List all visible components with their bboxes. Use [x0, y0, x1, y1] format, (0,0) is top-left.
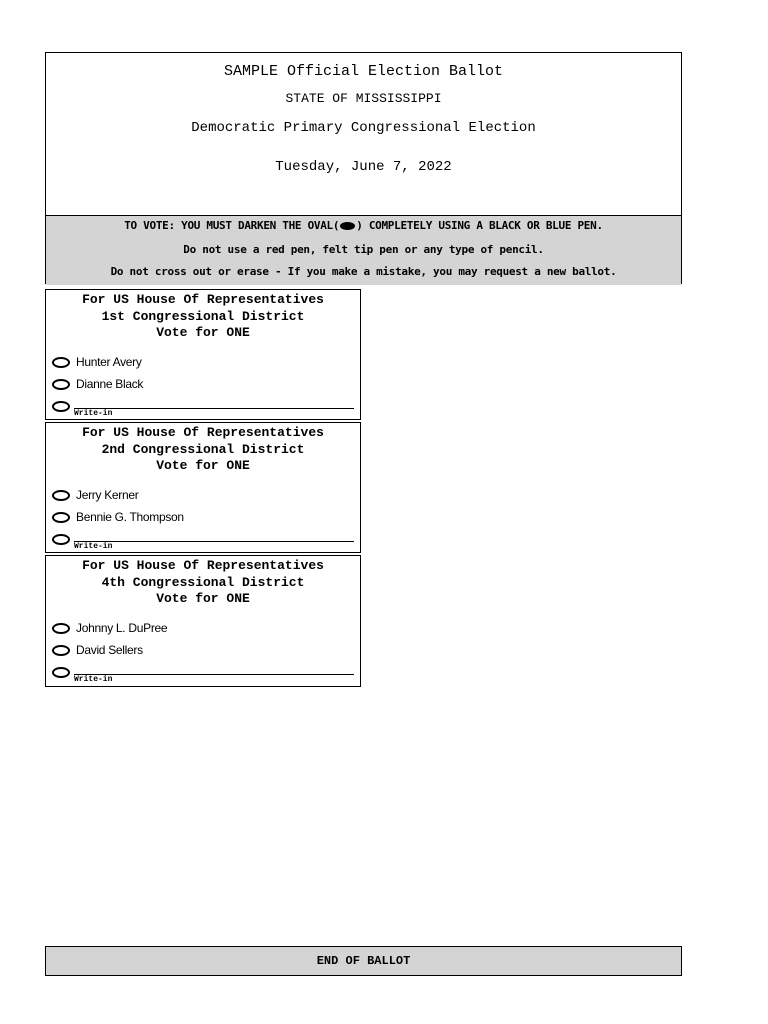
contest-district-2: [45, 422, 361, 553]
voting-instructions: [46, 215, 681, 285]
vote-oval[interactable]: [52, 490, 70, 501]
writein-line[interactable]: [74, 408, 354, 409]
candidate-name: Dianne Black: [76, 377, 144, 391]
writein-label: Write-in: [74, 542, 113, 551]
writein-option[interactable]: [52, 531, 76, 547]
filled-oval-icon: [340, 222, 355, 230]
candidate-option[interactable]: [52, 620, 167, 636]
vote-oval[interactable]: [52, 534, 70, 545]
contest-office: For US House Of Representatives: [82, 425, 324, 440]
ballot-title: SAMPLE Official Election Ballot: [223, 63, 504, 80]
candidate-option[interactable]: [52, 642, 143, 658]
election-date: Tuesday, June 7, 2022: [275, 159, 452, 175]
vote-oval[interactable]: [52, 401, 70, 412]
candidate-name: Johnny L. DuPree: [76, 621, 168, 635]
vote-oval[interactable]: [52, 645, 70, 656]
election-name: Democratic Primary Congressional Election: [191, 120, 536, 136]
candidate-name: Hunter Avery: [76, 355, 142, 369]
state-name: STATE OF MISSISSIPPI: [285, 91, 442, 106]
writein-line[interactable]: [74, 674, 354, 675]
instruction-text-a: TO VOTE: YOU MUST DARKEN THE OVAL(: [124, 219, 340, 232]
contest-header: [46, 292, 360, 342]
contest-district-1: [45, 289, 361, 420]
instruction-line-1: [46, 219, 681, 232]
contest-vote-for: Vote for ONE: [156, 325, 250, 340]
contest-office: For US House Of Representatives: [82, 292, 324, 307]
instruction-text-b: ) COMPLETELY USING A BLACK OR BLUE PEN.: [356, 219, 603, 232]
contest-district: 4th Congressional District: [101, 574, 305, 590]
contest-header: [46, 558, 360, 608]
candidate-option[interactable]: [52, 376, 143, 392]
candidate-option[interactable]: [52, 487, 138, 503]
vote-oval[interactable]: [52, 357, 70, 368]
writein-line[interactable]: [74, 541, 354, 542]
contest-district: 2nd Congressional District: [101, 441, 305, 457]
ballot-header: [45, 52, 682, 284]
vote-oval[interactable]: [52, 512, 70, 523]
instruction-line-2: Do not use a red pen, felt tip pen or any type of pencil.: [183, 243, 544, 256]
candidate-name: Bennie G. Thompson: [76, 510, 184, 524]
contest-district: 1st Congressional District: [101, 308, 305, 324]
candidate-option[interactable]: [52, 354, 142, 370]
instruction-line-3: Do not cross out or erase - If you make a mistake, you may request a new ballot.: [110, 265, 617, 278]
contest-header: [46, 425, 360, 475]
candidate-name: Jerry Kerner: [76, 488, 139, 502]
writein-option[interactable]: [52, 398, 76, 414]
vote-oval[interactable]: [52, 379, 70, 390]
contest-office: For US House Of Representatives: [82, 558, 324, 573]
end-of-ballot: END OF BALLOT: [45, 946, 682, 976]
writein-option[interactable]: [52, 664, 76, 680]
contest-vote-for: Vote for ONE: [156, 458, 250, 473]
contest-vote-for: Vote for ONE: [156, 591, 250, 606]
vote-oval[interactable]: [52, 667, 70, 678]
vote-oval[interactable]: [52, 623, 70, 634]
candidate-option[interactable]: [52, 509, 184, 525]
contest-district-4: [45, 555, 361, 687]
writein-label: Write-in: [74, 409, 113, 418]
writein-label: Write-in: [74, 675, 113, 684]
candidate-name: David Sellers: [76, 643, 143, 657]
